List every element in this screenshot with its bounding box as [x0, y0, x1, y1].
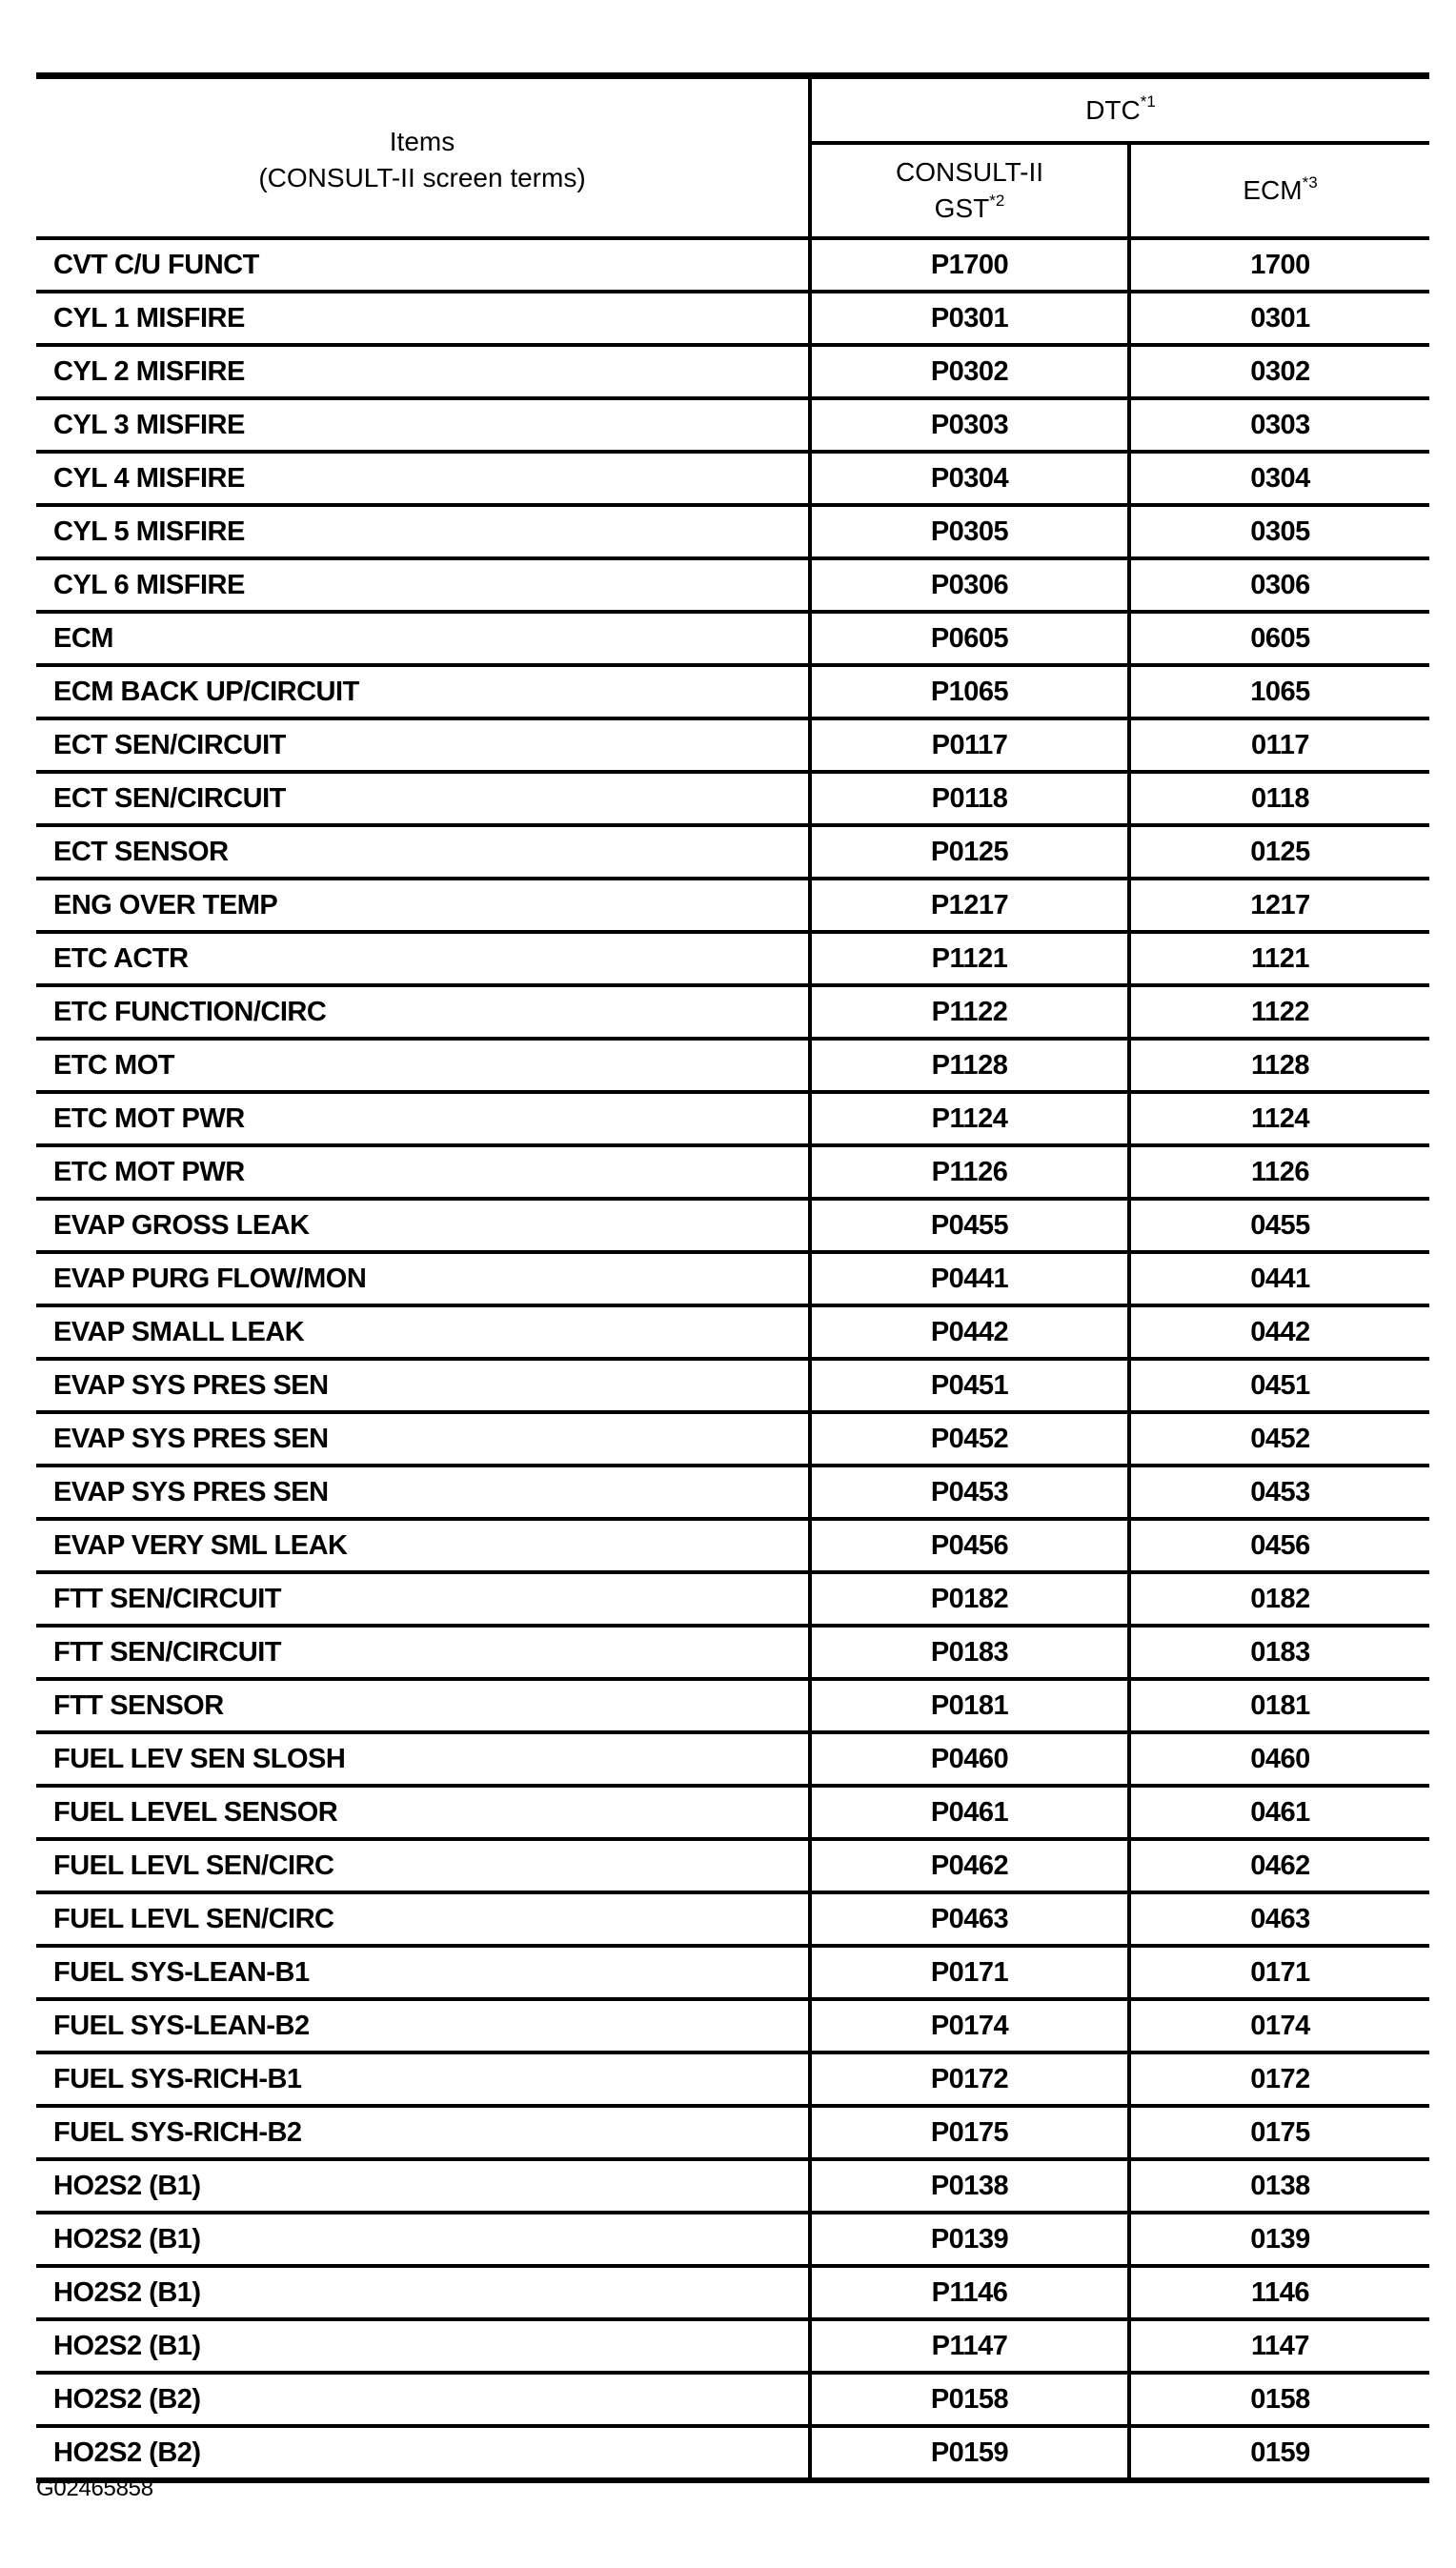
item-cell: FUEL SYS-LEAN-B2	[36, 1999, 810, 2052]
item-cell: ENG OVER TEMP	[36, 879, 810, 932]
table-row	[36, 1946, 1429, 1999]
item-cell: HO2S2 (B1)	[36, 2213, 810, 2266]
consult-code-cell: P0183	[810, 1626, 1129, 1679]
table-row	[36, 2266, 1429, 2319]
table-row	[36, 1892, 1429, 1946]
consult-code-cell: P0304	[810, 452, 1129, 505]
figure-id-label: G02465858	[36, 2476, 153, 2501]
items-column-header	[36, 76, 810, 239]
item-cell: FTT SENSOR	[36, 1679, 810, 1732]
ecm-column-header	[1129, 143, 1429, 238]
ecm-footnote-mark: *3	[1302, 172, 1318, 192]
item-cell: EVAP SYS PRES SEN	[36, 1412, 810, 1466]
table-row	[36, 1679, 1429, 1732]
consult-code-cell: P1124	[810, 1092, 1129, 1145]
table-row	[36, 1145, 1429, 1199]
item-cell: FTT SEN/CIRCUIT	[36, 1572, 810, 1626]
item-cell: CYL 4 MISFIRE	[36, 452, 810, 505]
consult-code-cell: P1065	[810, 665, 1129, 718]
ecm-code-cell: 1128	[1129, 1039, 1429, 1092]
ecm-code-cell: 0455	[1129, 1199, 1429, 1252]
table-row	[36, 1572, 1429, 1626]
ecm-code-cell: 1146	[1129, 2266, 1429, 2319]
table-row	[36, 2213, 1429, 2266]
item-cell: EVAP PURG FLOW/MON	[36, 1252, 810, 1305]
consult-code-cell: P1126	[810, 1145, 1129, 1199]
consult-code-cell: P0605	[810, 612, 1129, 665]
ecm-header-label: ECM	[1243, 175, 1303, 206]
consult-column-header	[810, 143, 1129, 238]
consult-code-cell: P0305	[810, 505, 1129, 558]
ecm-code-cell: 0453	[1129, 1466, 1429, 1519]
table-row	[36, 1252, 1429, 1305]
item-cell: ETC ACTR	[36, 932, 810, 985]
ecm-code-cell: 0175	[1129, 2106, 1429, 2159]
item-cell: ECT SEN/CIRCUIT	[36, 772, 810, 825]
ecm-code-cell: 1217	[1129, 879, 1429, 932]
table-body	[36, 238, 1429, 2480]
table-row	[36, 718, 1429, 772]
consult-code-cell: P0461	[810, 1786, 1129, 1839]
ecm-code-cell: 0182	[1129, 1572, 1429, 1626]
item-cell: ECT SEN/CIRCUIT	[36, 718, 810, 772]
item-cell: HO2S2 (B2)	[36, 2426, 810, 2480]
ecm-code-cell: 1147	[1129, 2319, 1429, 2373]
table-row	[36, 825, 1429, 879]
item-cell: HO2S2 (B1)	[36, 2159, 810, 2213]
consult-code-cell: P1146	[810, 2266, 1129, 2319]
table-row	[36, 612, 1429, 665]
item-cell: FUEL LEVL SEN/CIRC	[36, 1892, 810, 1946]
table-row	[36, 1732, 1429, 1786]
table-row	[36, 772, 1429, 825]
table-row	[36, 932, 1429, 985]
item-cell: ETC MOT PWR	[36, 1092, 810, 1145]
consult-code-cell: P0174	[810, 1999, 1129, 2052]
consult-code-cell: P0172	[810, 2052, 1129, 2106]
table-row	[36, 1359, 1429, 1412]
ecm-code-cell: 0304	[1129, 452, 1429, 505]
ecm-code-cell: 0139	[1129, 2213, 1429, 2266]
consult-code-cell: P0462	[810, 1839, 1129, 1892]
ecm-code-cell: 0138	[1129, 2159, 1429, 2213]
item-cell: EVAP GROSS LEAK	[36, 1199, 810, 1252]
consult-code-cell: P0158	[810, 2373, 1129, 2426]
consult-code-cell: P0138	[810, 2159, 1129, 2213]
item-cell: CYL 6 MISFIRE	[36, 558, 810, 612]
consult-code-cell: P1217	[810, 879, 1129, 932]
item-cell: EVAP SMALL LEAK	[36, 1305, 810, 1359]
table-row	[36, 2373, 1429, 2426]
table-row	[36, 238, 1429, 292]
consult-code-cell: P0139	[810, 2213, 1129, 2266]
item-cell: CYL 3 MISFIRE	[36, 398, 810, 452]
consult-code-cell: P0452	[810, 1412, 1129, 1466]
ecm-code-cell: 0118	[1129, 772, 1429, 825]
consult-code-cell: P0303	[810, 398, 1129, 452]
item-cell: CYL 1 MISFIRE	[36, 292, 810, 345]
consult-code-cell: P0182	[810, 1572, 1129, 1626]
consult-code-cell: P0125	[810, 825, 1129, 879]
consult-code-cell: P0181	[810, 1679, 1129, 1732]
table-row	[36, 1786, 1429, 1839]
table-row	[36, 2426, 1429, 2480]
table-row	[36, 985, 1429, 1039]
consult-code-cell: P0441	[810, 1252, 1129, 1305]
ecm-code-cell: 0456	[1129, 1519, 1429, 1572]
table-row	[36, 1466, 1429, 1519]
ecm-code-cell: 0463	[1129, 1892, 1429, 1946]
consult-header-line2: GST	[934, 193, 990, 224]
consult-code-cell: P0455	[810, 1199, 1129, 1252]
consult-code-cell: P1128	[810, 1039, 1129, 1092]
item-cell: FUEL LEV SEN SLOSH	[36, 1732, 810, 1786]
consult-code-cell: P0451	[810, 1359, 1129, 1412]
ecm-code-cell: 0605	[1129, 612, 1429, 665]
table-row	[36, 2106, 1429, 2159]
consult-code-cell: P0456	[810, 1519, 1129, 1572]
ecm-code-cell: 0301	[1129, 292, 1429, 345]
table-row	[36, 665, 1429, 718]
table-row	[36, 398, 1429, 452]
item-cell: ECM	[36, 612, 810, 665]
item-cell: CVT C/U FUNCT	[36, 238, 810, 292]
table-row	[36, 2319, 1429, 2373]
consult-code-cell: P0301	[810, 292, 1129, 345]
table-row	[36, 1999, 1429, 2052]
consult-code-cell: P1121	[810, 932, 1129, 985]
item-cell: EVAP VERY SML LEAK	[36, 1519, 810, 1572]
table-row	[36, 1039, 1429, 1092]
item-cell: ETC FUNCTION/CIRC	[36, 985, 810, 1039]
dtc-table	[36, 72, 1429, 2483]
ecm-code-cell: 0461	[1129, 1786, 1429, 1839]
ecm-code-cell: 0158	[1129, 2373, 1429, 2426]
ecm-code-cell: 0117	[1129, 718, 1429, 772]
items-header-line2: (CONSULT-II screen terms)	[258, 162, 586, 192]
ecm-code-cell: 0451	[1129, 1359, 1429, 1412]
consult-code-cell: P0460	[810, 1732, 1129, 1786]
consult-code-cell: P0442	[810, 1305, 1129, 1359]
table-row	[36, 452, 1429, 505]
consult-code-cell: P0175	[810, 2106, 1129, 2159]
ecm-code-cell: 0306	[1129, 558, 1429, 612]
consult-header-line1: CONSULT-II	[895, 157, 1044, 188]
ecm-code-cell: 0462	[1129, 1839, 1429, 1892]
table-row	[36, 2159, 1429, 2213]
ecm-code-cell: 0159	[1129, 2426, 1429, 2480]
item-cell: HO2S2 (B1)	[36, 2319, 810, 2373]
ecm-code-cell: 0452	[1129, 1412, 1429, 1466]
item-cell: ETC MOT PWR	[36, 1145, 810, 1199]
table-row	[36, 558, 1429, 612]
ecm-code-cell: 0302	[1129, 345, 1429, 398]
ecm-code-cell: 1122	[1129, 985, 1429, 1039]
item-cell: CYL 2 MISFIRE	[36, 345, 810, 398]
item-cell: CYL 5 MISFIRE	[36, 505, 810, 558]
items-header-line1: Items	[389, 126, 455, 156]
consult-code-cell: P0302	[810, 345, 1129, 398]
ecm-code-cell: 1124	[1129, 1092, 1429, 1145]
dtc-group-header	[810, 76, 1429, 144]
table-row	[36, 1092, 1429, 1145]
consult-code-cell: P0463	[810, 1892, 1129, 1946]
item-cell: EVAP SYS PRES SEN	[36, 1359, 810, 1412]
item-cell: FUEL SYS-RICH-B1	[36, 2052, 810, 2106]
ecm-code-cell: 0303	[1129, 398, 1429, 452]
item-cell: FUEL SYS-RICH-B2	[36, 2106, 810, 2159]
table-row	[36, 1305, 1429, 1359]
ecm-code-cell: 1700	[1129, 238, 1429, 292]
table-row	[36, 505, 1429, 558]
ecm-code-cell: 0183	[1129, 1626, 1429, 1679]
consult-code-cell: P1122	[810, 985, 1129, 1039]
consult-code-cell: P0306	[810, 558, 1129, 612]
consult-footnote-mark: *2	[989, 191, 1005, 210]
item-cell: FTT SEN/CIRCUIT	[36, 1626, 810, 1679]
table-row	[36, 1626, 1429, 1679]
consult-code-cell: P1147	[810, 2319, 1129, 2373]
ecm-code-cell: 0181	[1129, 1679, 1429, 1732]
table-row	[36, 1199, 1429, 1252]
consult-code-cell: P0118	[810, 772, 1129, 825]
consult-code-cell: P0117	[810, 718, 1129, 772]
ecm-code-cell: 1121	[1129, 932, 1429, 985]
item-cell: EVAP SYS PRES SEN	[36, 1466, 810, 1519]
item-cell: HO2S2 (B1)	[36, 2266, 810, 2319]
table-row	[36, 1839, 1429, 1892]
table-row	[36, 1412, 1429, 1466]
table-row	[36, 879, 1429, 932]
item-cell: FUEL LEVL SEN/CIRC	[36, 1839, 810, 1892]
consult-code-cell: P1700	[810, 238, 1129, 292]
consult-code-cell: P0159	[810, 2426, 1129, 2480]
consult-code-cell: P0453	[810, 1466, 1129, 1519]
ecm-code-cell: 0442	[1129, 1305, 1429, 1359]
ecm-code-cell: 0172	[1129, 2052, 1429, 2106]
dtc-footnote-mark: *1	[1140, 92, 1156, 111]
ecm-code-cell: 0171	[1129, 1946, 1429, 1999]
ecm-code-cell: 0305	[1129, 505, 1429, 558]
ecm-code-cell: 0441	[1129, 1252, 1429, 1305]
ecm-code-cell: 0460	[1129, 1732, 1429, 1786]
table-row	[36, 1519, 1429, 1572]
ecm-code-cell: 1126	[1129, 1145, 1429, 1199]
item-cell: ECM BACK UP/CIRCUIT	[36, 665, 810, 718]
ecm-code-cell: 0174	[1129, 1999, 1429, 2052]
dtc-table-container	[36, 72, 1429, 2483]
dtc-header-label: DTC	[1085, 94, 1141, 125]
ecm-code-cell: 0125	[1129, 825, 1429, 879]
ecm-code-cell: 1065	[1129, 665, 1429, 718]
item-cell: ETC MOT	[36, 1039, 810, 1092]
table-row	[36, 345, 1429, 398]
table-header	[36, 76, 1429, 239]
item-cell: FUEL SYS-LEAN-B1	[36, 1946, 810, 1999]
item-cell: HO2S2 (B2)	[36, 2373, 810, 2426]
item-cell: FUEL LEVEL SENSOR	[36, 1786, 810, 1839]
table-row	[36, 292, 1429, 345]
consult-code-cell: P0171	[810, 1946, 1129, 1999]
table-row	[36, 2052, 1429, 2106]
item-cell: ECT SENSOR	[36, 825, 810, 879]
